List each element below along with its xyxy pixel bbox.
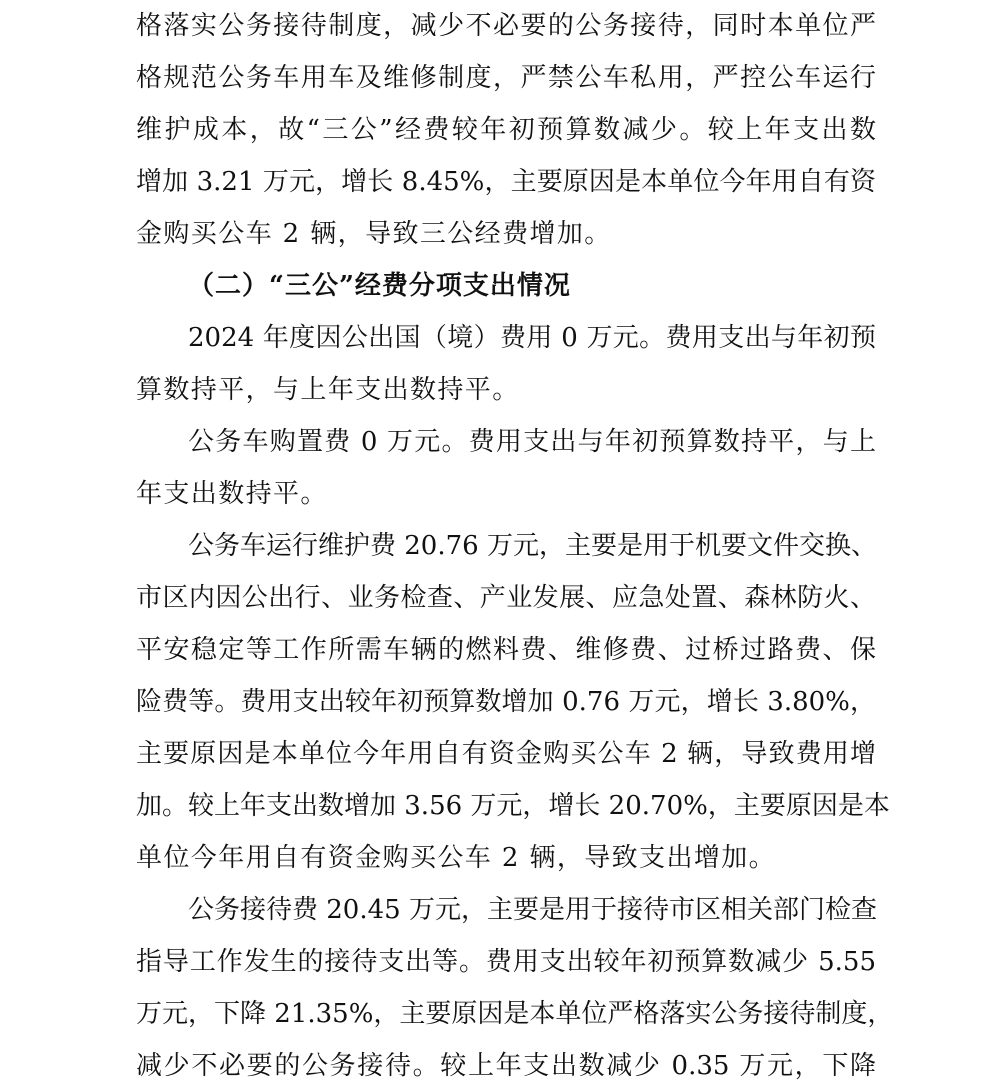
paragraph-line: 公务车购置费 0 万元。费用支出与年初预算数持平，与上 — [188, 427, 876, 457]
paragraph-line: 格规范公务车用车及维修制度，严禁公车私用，严控公车运行 — [136, 63, 876, 93]
paragraph-line: 年支出数持平。 — [136, 479, 328, 509]
paragraph-line: 市区内因公出行、业务检查、产业发展、应急处置、森林防火、 — [136, 583, 876, 613]
paragraph-line: 险费等。费用支出较年初预算数增加 0.76 万元，增长 3.80%， — [136, 687, 876, 717]
paragraph-line: 单位今年用自有资金购买公车 2 辆，导致支出增加。 — [136, 843, 777, 873]
paragraph-line: 公务车运行维护费 20.76 万元，主要是用于机要文件交换、 — [188, 531, 877, 561]
paragraph-line: 公务接待费 20.45 万元，主要是用于接待市区相关部门检查 — [188, 895, 877, 925]
paragraph-line: 指导工作发生的接待支出等。费用支出较年初预算数减少 5.55 — [136, 947, 876, 977]
paragraph-line: 金购买公车 2 辆，导致三公经费增加。 — [136, 219, 612, 249]
paragraph-line: 平安稳定等工作所需车辆的燃料费、维修费、过桥过路费、保 — [136, 635, 876, 665]
paragraph-line: 格落实公务接待制度，减少不必要的公务接待，同时本单位严 — [136, 11, 876, 41]
paragraph-line: 增加 3.21 万元，增长 8.45%，主要原因是本单位今年用自有资 — [136, 167, 876, 197]
paragraph-line: 2024 年度因公出国（境）费用 0 万元。费用支出与年初预 — [188, 323, 876, 353]
paragraph-line: 维护成本，故“三公”经费较年初预算数减少。较上年支出数 — [136, 115, 876, 145]
paragraph-line: 万元，下降 21.35%，主要原因是本单位严格落实公务接待制度， — [136, 999, 894, 1029]
paragraph-line: 减少不必要的公务接待。较上年支出数减少 0.35 万元，下降 — [136, 1051, 876, 1081]
paragraph-line: 主要原因是本单位今年用自有资金购买公车 2 辆，导致费用增 — [136, 739, 876, 769]
paragraph-line: 加。较上年支出数增加 3.56 万元，增长 20.70%，主要原因是本 — [136, 791, 890, 821]
section-heading: （二）“三公”经费分项支出情况 — [188, 271, 571, 301]
paragraph-line: 算数持平，与上年支出数持平。 — [136, 375, 520, 405]
